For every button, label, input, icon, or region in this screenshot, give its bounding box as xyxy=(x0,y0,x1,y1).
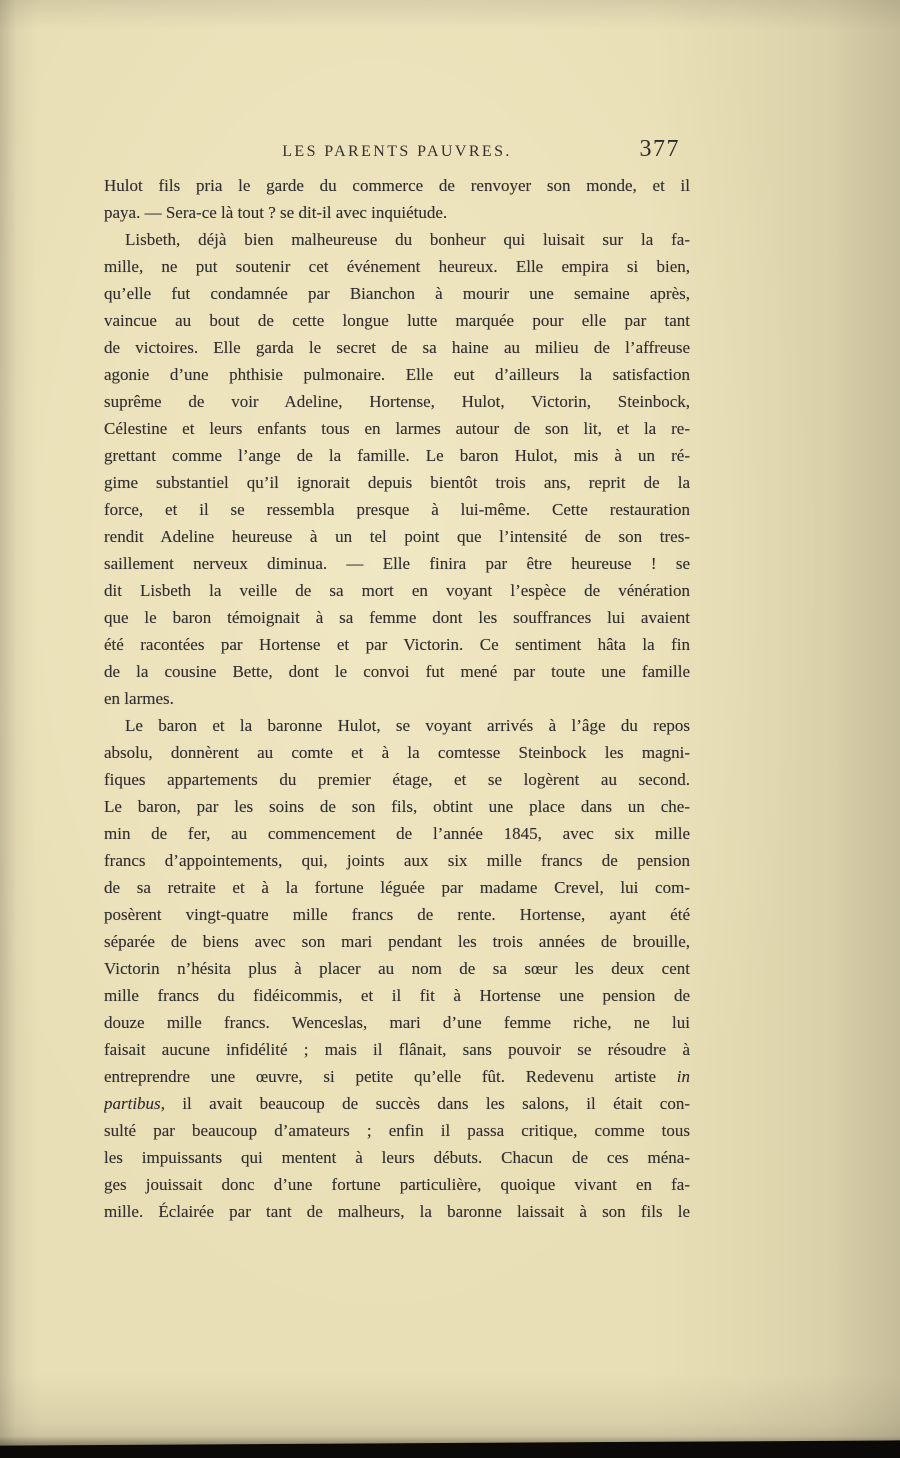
text-line: paya. — Sera-ce là tout ? se dit-il avec inquiétude. xyxy=(104,203,448,222)
text-line: en larmes. xyxy=(104,689,174,708)
page-text xyxy=(104,172,690,1225)
text-line: de sa retraite et à la fortune léguée par madame Crevel, lui com- xyxy=(104,878,690,897)
text-line: rendit Adeline heureuse à un tel point que l’intensité de son tres- xyxy=(104,527,690,546)
running-title: LES PARENTS PAUVRES. xyxy=(282,143,512,160)
text-line: agonie d’une phthisie pulmonaire. Elle eut d’ailleurs la satisfaction xyxy=(104,365,690,384)
text-line: grettant comme l’ange de la famille. Le baron Hulot, mis à un ré- xyxy=(104,446,690,465)
text-line: les impuissants qui mentent à leurs débuts. Chacun de ces ména- xyxy=(104,1148,690,1167)
text-line: que le baron témoignait à sa femme dont les souffrances lui avaient xyxy=(104,608,690,627)
text-line: Hulot fils pria le garde du commerce de renvoyer son monde, et il xyxy=(104,176,690,195)
text-line: de victoires. Elle garda le secret de sa haine au milieu de l’affreuse xyxy=(104,338,690,357)
text-line: Lisbeth, déjà bien malheureuse du bonheur qui luisait sur la fa- xyxy=(125,230,690,249)
text-line: mille francs du fidéicommis, et il fit à Hortense une pension de xyxy=(104,986,690,1005)
text-line: été racontées par Hortense et par Victorin. Ce sentiment hâta la fin xyxy=(104,635,690,654)
text-line: Célestine et leurs enfants tous en larmes autour de son lit, et la re- xyxy=(104,419,690,438)
page-number: 377 xyxy=(639,136,680,162)
text-line: mille, ne put soutenir cet événement heureux. Elle empira si bien, xyxy=(104,257,690,276)
text-line: dit Lisbeth la veille de sa mort en voyant l’espèce de vénération xyxy=(104,581,690,600)
text-line: gime substantiel qu’il ignorait depuis bientôt trois ans, reprit de la xyxy=(104,473,690,492)
text-line: min de fer, au commencement de l’année 1845, avec six mille xyxy=(104,824,690,843)
text-line: sulté par beaucoup d’amateurs ; enfin il passa critique, comme tous xyxy=(104,1121,690,1140)
text-line: entreprendre une œuvre, si petite qu’elle fût. Redevenu artiste in xyxy=(104,1067,690,1086)
text-line: mille. Éclairée par tant de malheurs, la baronne laissait à son fils le xyxy=(104,1202,690,1221)
text-line: absolu, donnèrent au comte et à la comtesse Steinbock les magni- xyxy=(104,743,690,762)
text-line: fiques appartements du premier étage, et se logèrent au second. xyxy=(104,770,690,789)
text-line: Victorin n’hésita plus à placer au nom de sa sœur les deux cent xyxy=(104,959,690,978)
text-line: partibus, il avait beaucoup de succès dans les salons, il était con- xyxy=(104,1094,690,1113)
text-line: douze mille francs. Wenceslas, mari d’une femme riche, ne lui xyxy=(104,1013,690,1032)
text-line: Le baron, par les soins de son fils, obtint une place dans un che- xyxy=(104,797,690,816)
text-line: de la cousine Bette, dont le convoi fut mené par toute une famille xyxy=(104,662,690,681)
text-line: ges jouissait donc d’une fortune particulière, quoique vivant en fa- xyxy=(104,1175,690,1194)
text-line: faisait aucune infidélité ; mais il flânait, sans pouvoir se résoudre à xyxy=(104,1040,690,1059)
text-line: vaincue au bout de cette longue lutte marquée pour elle par tant xyxy=(104,311,690,330)
text-line: séparée de biens avec son mari pendant les trois années de brouille, xyxy=(104,932,690,951)
page-header xyxy=(104,136,690,164)
text-line: suprême de voir Adeline, Hortense, Hulot, Victorin, Steinbock, xyxy=(104,392,690,411)
text-line: saillement nerveux diminua. — Elle finira par être heureuse ! se xyxy=(104,554,690,573)
text-line: francs d’appointements, qui, joints aux six mille francs de pension xyxy=(104,851,690,870)
text-line: posèrent vingt-quatre mille francs de rente. Hortense, ayant été xyxy=(104,905,690,924)
text-line: qu’elle fut condamnée par Bianchon à mourir une semaine après, xyxy=(104,284,690,303)
text-line: force, et il se ressembla presque à lui-même. Cette restauration xyxy=(104,500,690,519)
text-line: Le baron et la baronne Hulot, se voyant arrivés à l’âge du repos xyxy=(125,716,690,735)
